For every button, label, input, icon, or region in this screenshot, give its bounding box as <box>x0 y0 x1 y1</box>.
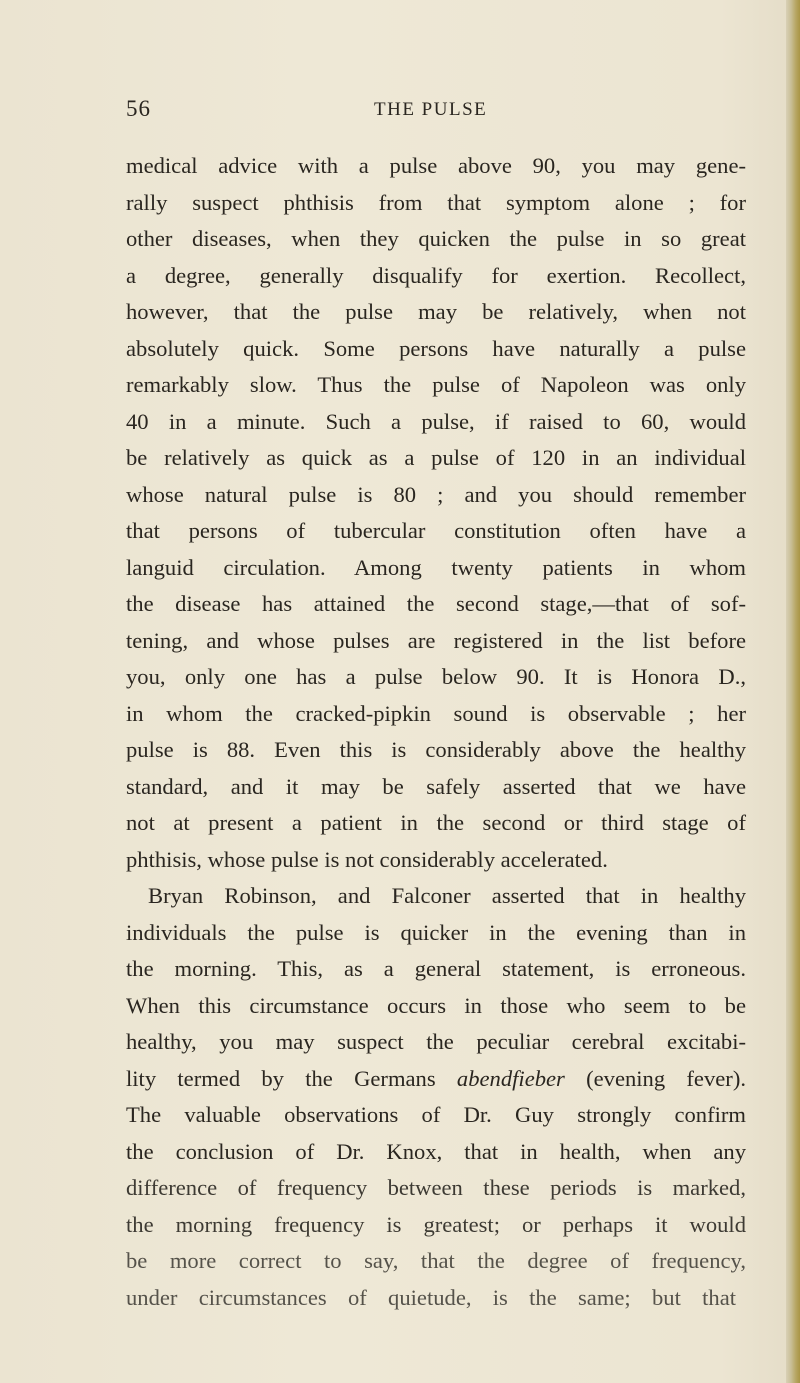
text-line: The valuable observations of Dr. Guy strongly confirm <box>126 1102 746 1127</box>
text-line: healthy, you may suspect the peculiar cerebral excitabi- <box>126 1029 746 1054</box>
text-line: the morning frequency is greatest; or perhaps it would <box>126 1211 746 1237</box>
text-line: in whom the cracked-pipkin sound is observable ; her <box>126 700 746 726</box>
text-line: tening, and whose pulses are registered in the list before <box>126 627 746 653</box>
text-line: When this circumstance occurs in those who seem to be <box>126 992 746 1018</box>
paragraph-first-line: Bryan Robinson, and Falconer asserted that in healthy <box>148 883 746 908</box>
text-line: pulse is 88. Even this is considerably above the healthy <box>126 737 746 762</box>
text-line: other diseases, when they quicken the pulse in so great <box>126 226 746 251</box>
text-line: however, that the pulse may be relatively, when not <box>126 299 746 324</box>
text-line: be more correct to say, that the degree of frequency, <box>126 1248 746 1273</box>
text-segment: (evening fever). <box>586 1065 746 1091</box>
text-line: languid circulation. Among twenty patients in whom <box>126 554 746 580</box>
text-line: the conclusion of Dr. Knox, that in health, when any <box>126 1138 746 1164</box>
page-header <box>126 96 746 130</box>
body-text <box>126 148 746 1316</box>
page-number: 56 <box>126 96 151 121</box>
text-line: a degree, generally disqualify for exertion. Recollect, <box>126 262 746 288</box>
italic-term: abendfieber <box>456 1065 565 1091</box>
text-line: whose natural pulse is 80 ; and you should remember <box>126 481 746 507</box>
text-line: difference of frequency between these periods is marked, <box>126 1175 746 1200</box>
text-line: rally suspect phthisis from that symptom alone ; for <box>126 189 746 215</box>
text-line: you, only one has a pulse below 90. It is Honora D., <box>126 664 746 689</box>
text-line: 40 in a minute. Such a pulse, if raised to 60, would <box>126 408 746 434</box>
text-line: the disease has attained the second stage,—that of sof- <box>126 591 746 616</box>
text-line: medical advice with a pulse above 90, you may gene- <box>126 153 746 178</box>
text-line: not at present a patient in the second or third stage of <box>126 810 746 835</box>
text-line: individuals the pulse is quicker in the evening than in <box>126 919 746 945</box>
text-line: phthisis, whose pulse is not considerably accelerated. <box>126 846 608 872</box>
text-line: be relatively as quick as a pulse of 120 in an individual <box>126 445 746 470</box>
running-title: THE PULSE <box>374 99 488 120</box>
text-line: remarkably slow. Thus the pulse of Napoleon was only <box>126 372 746 397</box>
text-line: absolutely quick. Some persons have naturally a pulse <box>126 335 746 361</box>
text-line: the morning. This, as a general statement, is erroneous. <box>126 956 746 981</box>
page-edge-shadow <box>786 0 800 1383</box>
text-line: that persons of tubercular constitution often have a <box>126 518 746 543</box>
text-segment: lity termed by the Germans <box>126 1065 436 1091</box>
text-line-with-italic <box>126 1061 746 1098</box>
text-line: standard, and it may be safely asserted that we have <box>126 773 746 799</box>
text-line: under circumstances of quietude, is the same; but that <box>126 1284 736 1310</box>
